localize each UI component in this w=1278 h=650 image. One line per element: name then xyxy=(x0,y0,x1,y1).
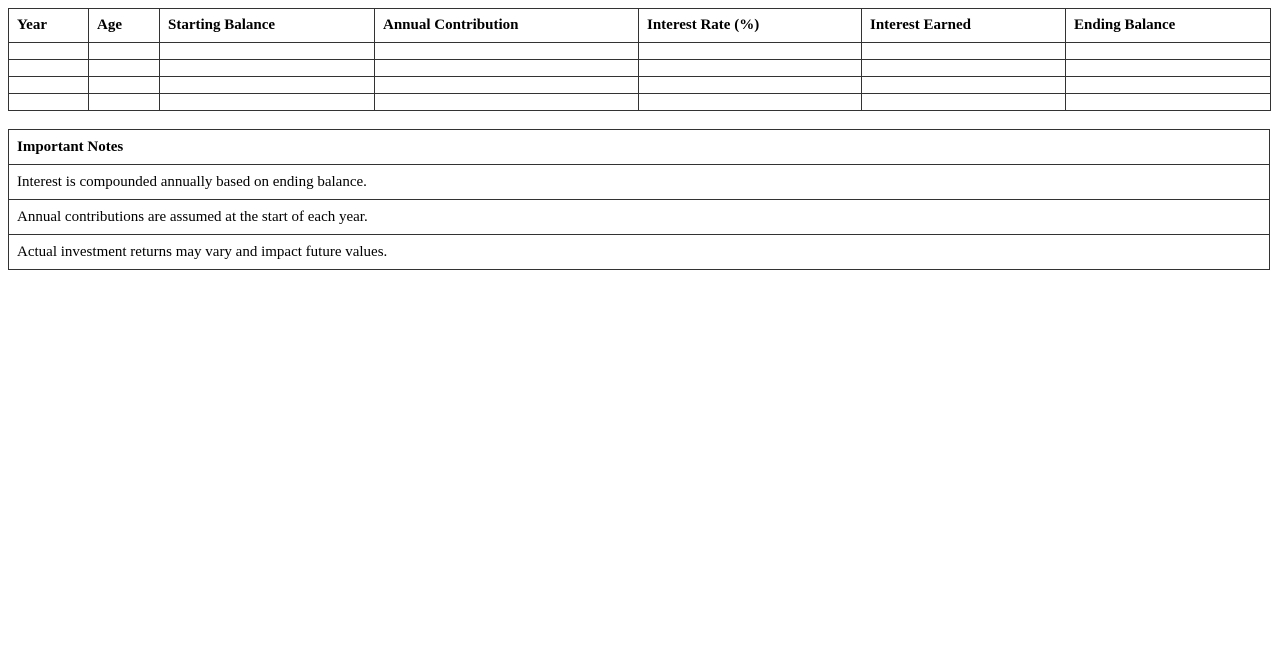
table-cell xyxy=(160,43,375,60)
table-cell xyxy=(375,43,639,60)
table-row xyxy=(9,60,1271,77)
table-cell xyxy=(9,94,89,111)
table-cell xyxy=(375,60,639,77)
table-header-row xyxy=(9,9,1271,43)
table-cell xyxy=(862,77,1066,94)
note-text: Interest is compounded annually based on ending balance. xyxy=(9,165,1270,200)
table-cell xyxy=(639,60,862,77)
list-item xyxy=(9,235,1270,270)
table-row xyxy=(9,43,1271,60)
column-header-annual-contribution: Annual Contribution xyxy=(375,9,639,43)
table-cell xyxy=(89,43,160,60)
table-cell xyxy=(862,43,1066,60)
table-cell xyxy=(89,94,160,111)
table-cell xyxy=(160,94,375,111)
table-cell xyxy=(639,94,862,111)
column-header-starting-balance: Starting Balance xyxy=(160,9,375,43)
table-row xyxy=(9,77,1271,94)
table-cell xyxy=(89,60,160,77)
table-cell xyxy=(160,77,375,94)
table-cell xyxy=(9,43,89,60)
table-cell xyxy=(375,77,639,94)
note-text: Actual investment returns may vary and impact future values. xyxy=(9,235,1270,270)
column-header-ending-balance: Ending Balance xyxy=(1066,9,1271,43)
column-header-year: Year xyxy=(9,9,89,43)
table-cell xyxy=(639,43,862,60)
note-text: Annual contributions are assumed at the start of each year. xyxy=(9,200,1270,235)
table-cell xyxy=(862,60,1066,77)
table-cell xyxy=(160,60,375,77)
column-header-interest-rate: Interest Rate (%) xyxy=(639,9,862,43)
table-cell xyxy=(1066,43,1271,60)
table-cell xyxy=(862,94,1066,111)
page-content xyxy=(0,0,1278,270)
column-header-interest-earned: Interest Earned xyxy=(862,9,1066,43)
table-cell xyxy=(1066,77,1271,94)
table-cell xyxy=(639,77,862,94)
column-header-age: Age xyxy=(89,9,160,43)
list-item xyxy=(9,200,1270,235)
notes-title: Important Notes xyxy=(9,130,1270,165)
table-row xyxy=(9,94,1271,111)
table-cell xyxy=(375,94,639,111)
growth-table xyxy=(8,8,1271,111)
table-cell xyxy=(9,77,89,94)
notes-header-row xyxy=(9,130,1270,165)
table-cell xyxy=(1066,94,1271,111)
notes-table xyxy=(8,129,1270,270)
table-cell xyxy=(9,60,89,77)
list-item xyxy=(9,165,1270,200)
table-cell xyxy=(89,77,160,94)
table-cell xyxy=(1066,60,1271,77)
